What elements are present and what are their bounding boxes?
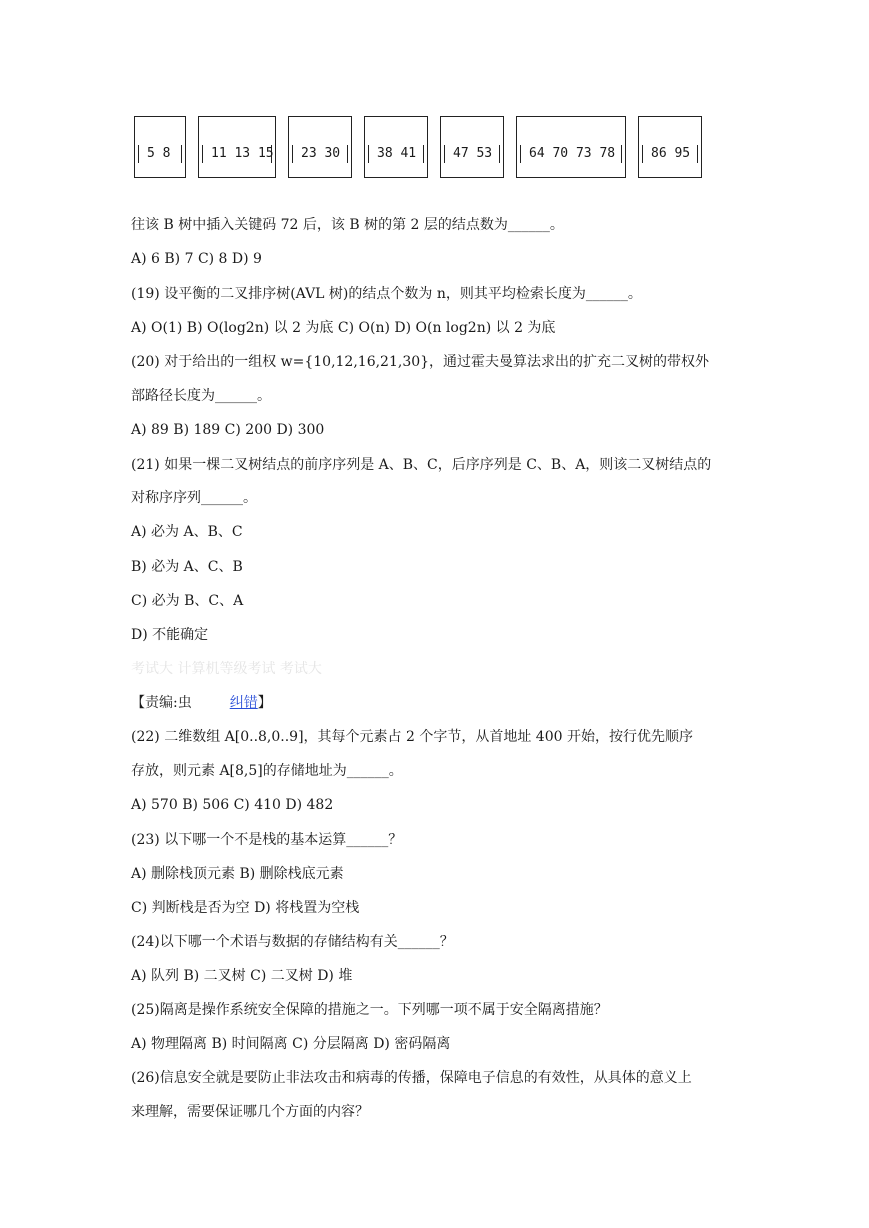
editor-suffix: 】 xyxy=(257,695,272,711)
btree-node-keys: 23 30 xyxy=(292,145,348,163)
question-line: (26)信息安全就是要防止非法攻击和病毒的传播，保障电子信息的有效性，从具体的意义上 xyxy=(131,1070,692,1086)
question-line: 来理解，需要保证哪几个方面的内容？ xyxy=(131,1104,369,1120)
option-line: A) O(1) B) O(log2n) 以 2 为底 C) O(n) D) O(n log2n) 以 2 为底 xyxy=(131,320,556,336)
btree-node xyxy=(364,116,428,178)
editor-line xyxy=(131,693,272,713)
option-line: C) 必为 B、C、A xyxy=(131,593,244,609)
option-line: C) 判断栈是否为空 D) 将栈置为空栈 xyxy=(131,900,360,916)
option-line: A) 89 B) 189 C) 200 D) 300 xyxy=(131,422,325,438)
report-error-link[interactable]: 纠错 xyxy=(229,695,258,711)
btree-node-keys: 64 70 73 78 xyxy=(520,145,622,163)
editor-prefix: 【责编:虫 xyxy=(131,695,192,711)
option-line: A) 6 B) 7 C) 8 D) 9 xyxy=(131,251,262,267)
option-line: A) 队列 B) 二叉树 C) 二叉树 D) 堆 xyxy=(131,968,353,984)
btree-node xyxy=(198,116,276,178)
option-line: B) 必为 A、C、B xyxy=(131,559,243,575)
text-line: 往该 B 树中插入关键码 72 后，该 B 树的第 2 层的结点数为______。 xyxy=(131,217,564,233)
question-line: (21) 如果一棵二叉树结点的前序序列是 A、B、C，后序序列是 C、B、A，则该二叉树结点的 xyxy=(131,457,712,473)
watermark-text: 考试大 计算机等级考试 考试大 xyxy=(131,661,322,677)
btree-node-keys: 38 41 xyxy=(368,145,424,163)
btree-node-keys: 47 53 xyxy=(444,145,500,163)
btree-node xyxy=(516,116,626,178)
btree-node-keys: 86 95 xyxy=(642,145,698,163)
btree-node xyxy=(638,116,702,178)
btree-node-keys: 11 13 15 xyxy=(202,145,272,163)
btree-node xyxy=(288,116,352,178)
question-line: 存放，则元素 A[8,5]的存储地址为______。 xyxy=(131,763,403,779)
question-line: 对称序序列______。 xyxy=(131,490,257,506)
option-line: A) 物理隔离 B) 时间隔离 C) 分层隔离 D) 密码隔离 xyxy=(131,1036,451,1052)
option-line: A) 删除栈顶元素 B) 删除栈底元素 xyxy=(131,866,344,882)
btree-node-keys: 5 8 xyxy=(138,145,182,163)
question-line: (25)隔离是操作系统安全保障的措施之一。下列哪一项不属于安全隔离措施？ xyxy=(131,1002,608,1018)
btree-node xyxy=(134,116,186,178)
option-line: A) 570 B) 506 C) 410 D) 482 xyxy=(131,797,334,813)
option-line: D) 不能确定 xyxy=(131,627,209,643)
btree-leaf-level xyxy=(134,116,714,178)
question-line: (24)以下哪一个术语与数据的存储结构有关______？ xyxy=(131,934,454,950)
question-line: (19) 设平衡的二叉排序树(AVL 树)的结点个数为 n，则其平均检索长度为______。 xyxy=(131,286,642,302)
option-line: A) 必为 A、B、C xyxy=(131,524,243,540)
question-line: 部路径长度为______。 xyxy=(131,388,271,404)
question-line: (20) 对于给出的一组权 w={10,12,16,21,30}，通过霍夫曼算法求出的扩充二叉树的带权外 xyxy=(131,354,710,370)
question-line: (22) 二维数组 A[0..8,0..9]，其每个元素占 2 个字节，从首地址 400 开始，按行优先顺序 xyxy=(131,729,693,745)
btree-node xyxy=(440,116,504,178)
question-line: (23) 以下哪一个不是栈的基本运算______？ xyxy=(131,832,403,848)
